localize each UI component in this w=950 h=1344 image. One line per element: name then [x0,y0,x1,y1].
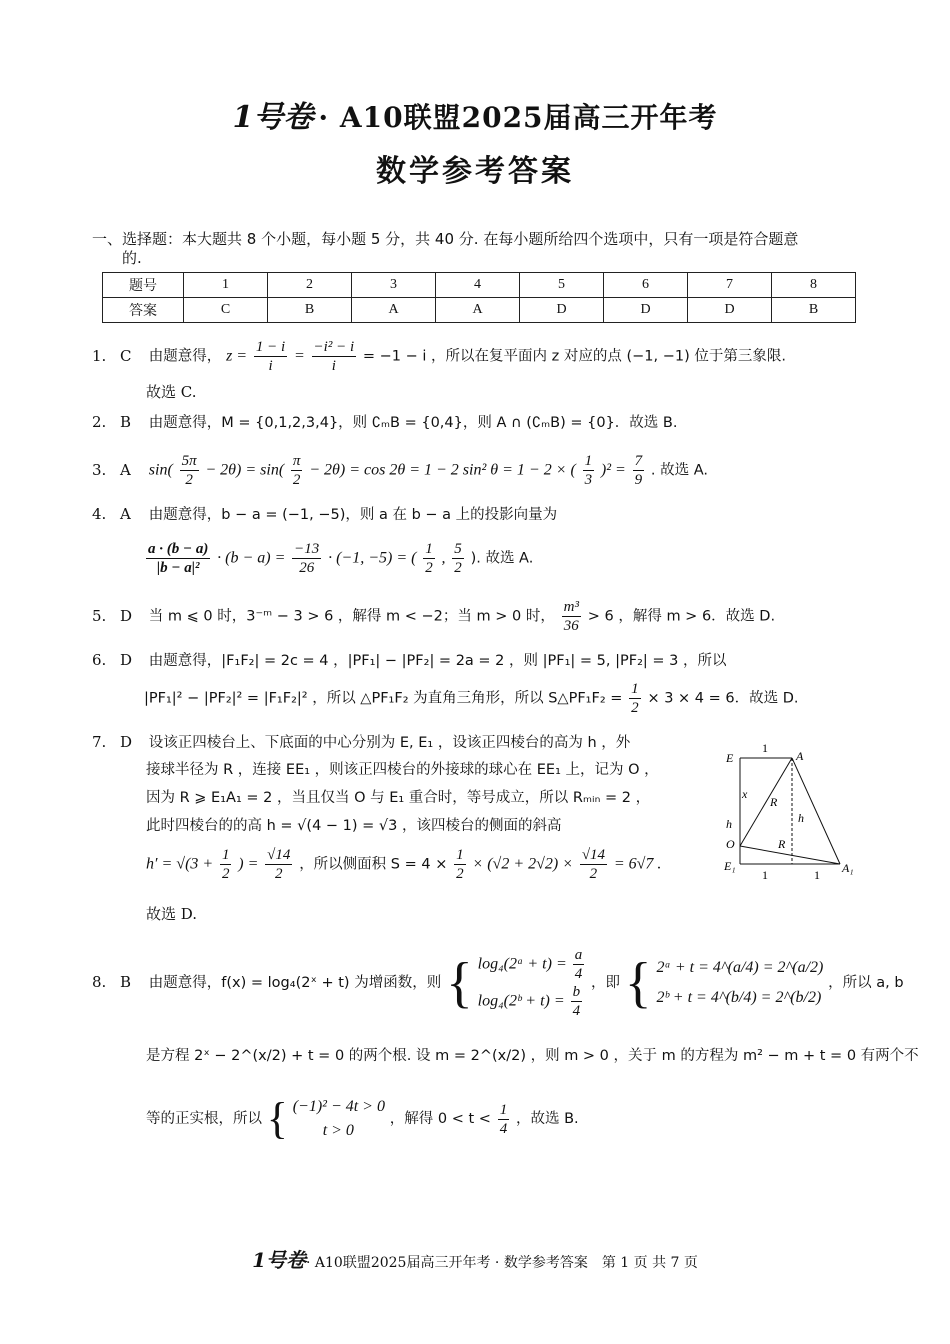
table-cell: 7 [688,273,772,298]
answer-item-7-l5: h′ = √(3 + $\frac{1}{2}$ ) = $\frac{√14}{2}$ ，所以侧面积 S = 4 × $\frac{1}{2}$ × (√2 + 2√2) × $\frac{√14}{2}$ = 6√7 . [146,847,662,882]
label-R2: R [778,837,786,851]
fraction: $\frac{1}{2}$ [425,541,433,576]
footer-text: · A10联盟2025届高三开年考 · 数学参考答案 第 1 页 共 7 页 [306,1255,698,1271]
equation-system-2: 2ᵃ + t = 4^(a/4) = 2^(a/2) 2ᵇ + t = 4^(b/4) = 2^(b/2) [656,959,824,1006]
table-cell: A [352,298,436,323]
answer-item-4-formula: $\frac{a \cdot (b - a)}{\text{|b − a|²}}$ · (b − a) = $\frac{-13}{26}$ · (−1, −5) = ( $\frac{1}{2}$ , $\frac{5}{2}$ ). 故选 A. [148,541,534,576]
answer-item-7-end: 故选 D. [146,905,198,923]
table-header: 答案 [103,298,184,323]
brand-logo: 1号卷 [232,100,314,135]
answer-item-6-line2: |PF₁|² − |PF₂|² = |F₁F₂|² ，所以 △PF₁F₂ 为直角三角形，所以 S△PF₁F₂ = $\frac{1}{2}$ × 3 × 4 = 6．故选 D. [144,681,799,716]
label-bot-2: 1 [814,868,820,881]
label-bot-1: 1 [762,868,768,881]
answer-item-1-end: 故选 C. [146,383,197,401]
answer-item-8: 8. B 由题意得，f(x) = log₄(2ˣ + t) 为增函数，则 { log₄(2ᵃ + t) = $\frac{a}{4}$ log₄(2ᵇ + t) = $\frac{b}{4}$ ，即 { 2ᵃ + t = 4^(a/4) = 2^(a/2) 2ᵇ + t = 4^(b/4) = 2^(b/2) ，所以 a, b [92,947,904,1019]
table-cell: C [184,298,268,323]
section-text: 一、选择题：本大题共 8 个小题，每小题 5 分，共 40 分. 在每小题所给四个选项中，只有一项是符合题意 [92,230,799,248]
table-cell: 5 [520,273,604,298]
fraction: $\frac{1}{4}$ [499,1101,508,1137]
fraction: $\frac{\pi}{2}$ [292,453,301,488]
answer-item-1: 1. C 由题意得， z = $\frac{1 - i}{i}$ = $\frac{\text{−i² − i}}{i}$ = −1 − i ，所以在复平面内 z 对应的点 (−1, −1) 位于第三象限. [92,339,786,374]
radius-1 [740,758,792,846]
exam-title: · A10联盟2025届高三开年考 [318,101,718,134]
fraction: $\frac{5\pi}{2}$ [181,453,197,488]
system-brace: { [266,1094,288,1143]
fraction: $\frac{7}{9}$ [634,453,643,488]
frustum-section-figure [722,736,872,881]
table-cell: D [520,298,604,323]
label-A1: A₁ [842,861,854,875]
table-cell: B [772,298,856,323]
label-h-right: h [798,811,804,825]
table-cell: 1 [184,273,268,298]
system-brace: { [624,952,652,1014]
answer-item-7-l2: 接球半径为 R ，连接 EE₁ ，则该正四棱台的外接球的球心在 EE₁ 上，记为 O ， [146,762,659,778]
fraction: $\frac{√14}{2}$ [267,847,291,882]
label-top-1: 1 [762,741,768,755]
answer-item-7: 7. D 设该正四棱台上、下底面的中心分别为 E, E₁ ，设该正四棱台的高为 h ，外 [92,733,631,751]
system-brace: { [445,952,473,1014]
answer-item-8-l3: 等的正实根，所以 { (−1)² − 4t > 0 t > 0 ，解得 0 < t < $\frac{1}{4}$ ，故选 B. [146,1094,579,1143]
answer-table [102,272,856,323]
fraction: $\frac{1}{3}$ [584,453,593,488]
section-text-cont: 的. [122,249,142,267]
answer-item-7-l4: 此时四棱台的的高 h = √(4 − 1) = √3 ，该四棱台的侧面的斜高 [146,818,562,834]
table-cell: B [268,298,352,323]
table-row [103,273,856,298]
fraction: $\frac{1 - i}{i}$ [255,339,286,374]
answer-item-6: 6. D 由题意得，|F₁F₂| = 2c = 4 ，|PF₁| − |PF₂| = 2a = 2 ，则 |PF₁| = 5, |PF₂| = 3 ，所以 [92,651,727,669]
table-row [103,298,856,323]
label-x: x [742,787,748,801]
fraction: $\frac{-13}{26}$ [294,541,320,576]
label-h-left: h [726,817,732,831]
page-footer [0,1244,950,1273]
fraction: $\frac{a \cdot (b - a)}{\text{|b − a|²}}$ [148,541,209,576]
fraction: $\frac{√14}{2}$ [581,847,606,882]
table-cell: D [688,298,772,323]
table-cell: 3 [352,273,436,298]
label-E1: E₁ [724,859,736,873]
label-E: E [726,751,734,765]
fraction: $\frac{1}{2}$ [221,847,230,882]
answer-item-3: 3. A sin( $\frac{5\pi}{2}$ − 2θ) = sin( $\frac{\pi}{2}$ − 2θ) = cos 2θ = 1 − 2 sin² θ = 1 − 2 × ( $\frac{1}{3}$ )² = $\frac{7}{9}$ . 故选 A. [92,453,708,488]
label-O: O [726,837,735,851]
table-cell: A [436,298,520,323]
radius-2 [740,846,840,864]
fraction: $\frac{5}{2}$ [454,541,462,576]
table-cell: D [604,298,688,323]
page-title [0,92,950,136]
answer-item-5: 5. D 当 m ⩽ 0 时，3⁻ᵐ − 3 > 6 ，解得 m < −2；当 m > 0 时， $\frac{\text{m³}}{36}$ > 6 ，解得 m > 6．故选 D. [92,599,776,634]
fraction: $\frac{\text{m³}}{36}$ [563,599,579,634]
page-subtitle: 数学参考答案 [376,154,574,189]
table-cell: 2 [268,273,352,298]
answer-item-8-l2: 是方程 2ˣ − 2^(x/2) + t = 0 的两个根. 设 m = 2^(x/2) ，则 m > 0 ，关于 m 的方程为 m² − m + t = 0 有两个不 [146,1048,919,1064]
table-cell: 4 [436,273,520,298]
fraction: $\frac{\text{−i² − i}}{i}$ [313,339,355,374]
table-header: 题号 [103,273,184,298]
label-A: A [796,749,804,763]
fraction: $\frac{1}{2}$ [456,847,464,882]
section-heading [92,230,862,268]
answer-item-2: 2. B 由题意得，M = {0,1,2,3,4}，则 ∁ₘB = {0,4}，则 A ∩ (∁ₘB) = {0}．故选 B. [92,413,678,431]
table-cell: 6 [604,273,688,298]
fraction: $\frac{1}{2}$ [631,681,639,716]
label-R1: R [770,795,778,809]
footer-brand: 1号卷 [252,1248,307,1272]
equation-system-3: (−1)² − 4t > 0 t > 0 [292,1098,385,1139]
answer-item-4: 4. A 由题意得，b − a = (−1, −5)，则 a 在 b − a 上的投影向量为 [92,505,558,523]
equation-system-1: log₄(2ᵃ + t) = $\frac{a}{4}$ log₄(2ᵇ + t) = $\frac{b}{4}$ [477,947,583,1019]
answer-item-7-l3: 因为 R ⩾ E₁A₁ = 2 ，当且仅当 O 与 E₁ 重合时，等号成立，所以 Rₘᵢₙ = 2 ， [146,790,651,806]
table-cell: 8 [772,273,856,298]
